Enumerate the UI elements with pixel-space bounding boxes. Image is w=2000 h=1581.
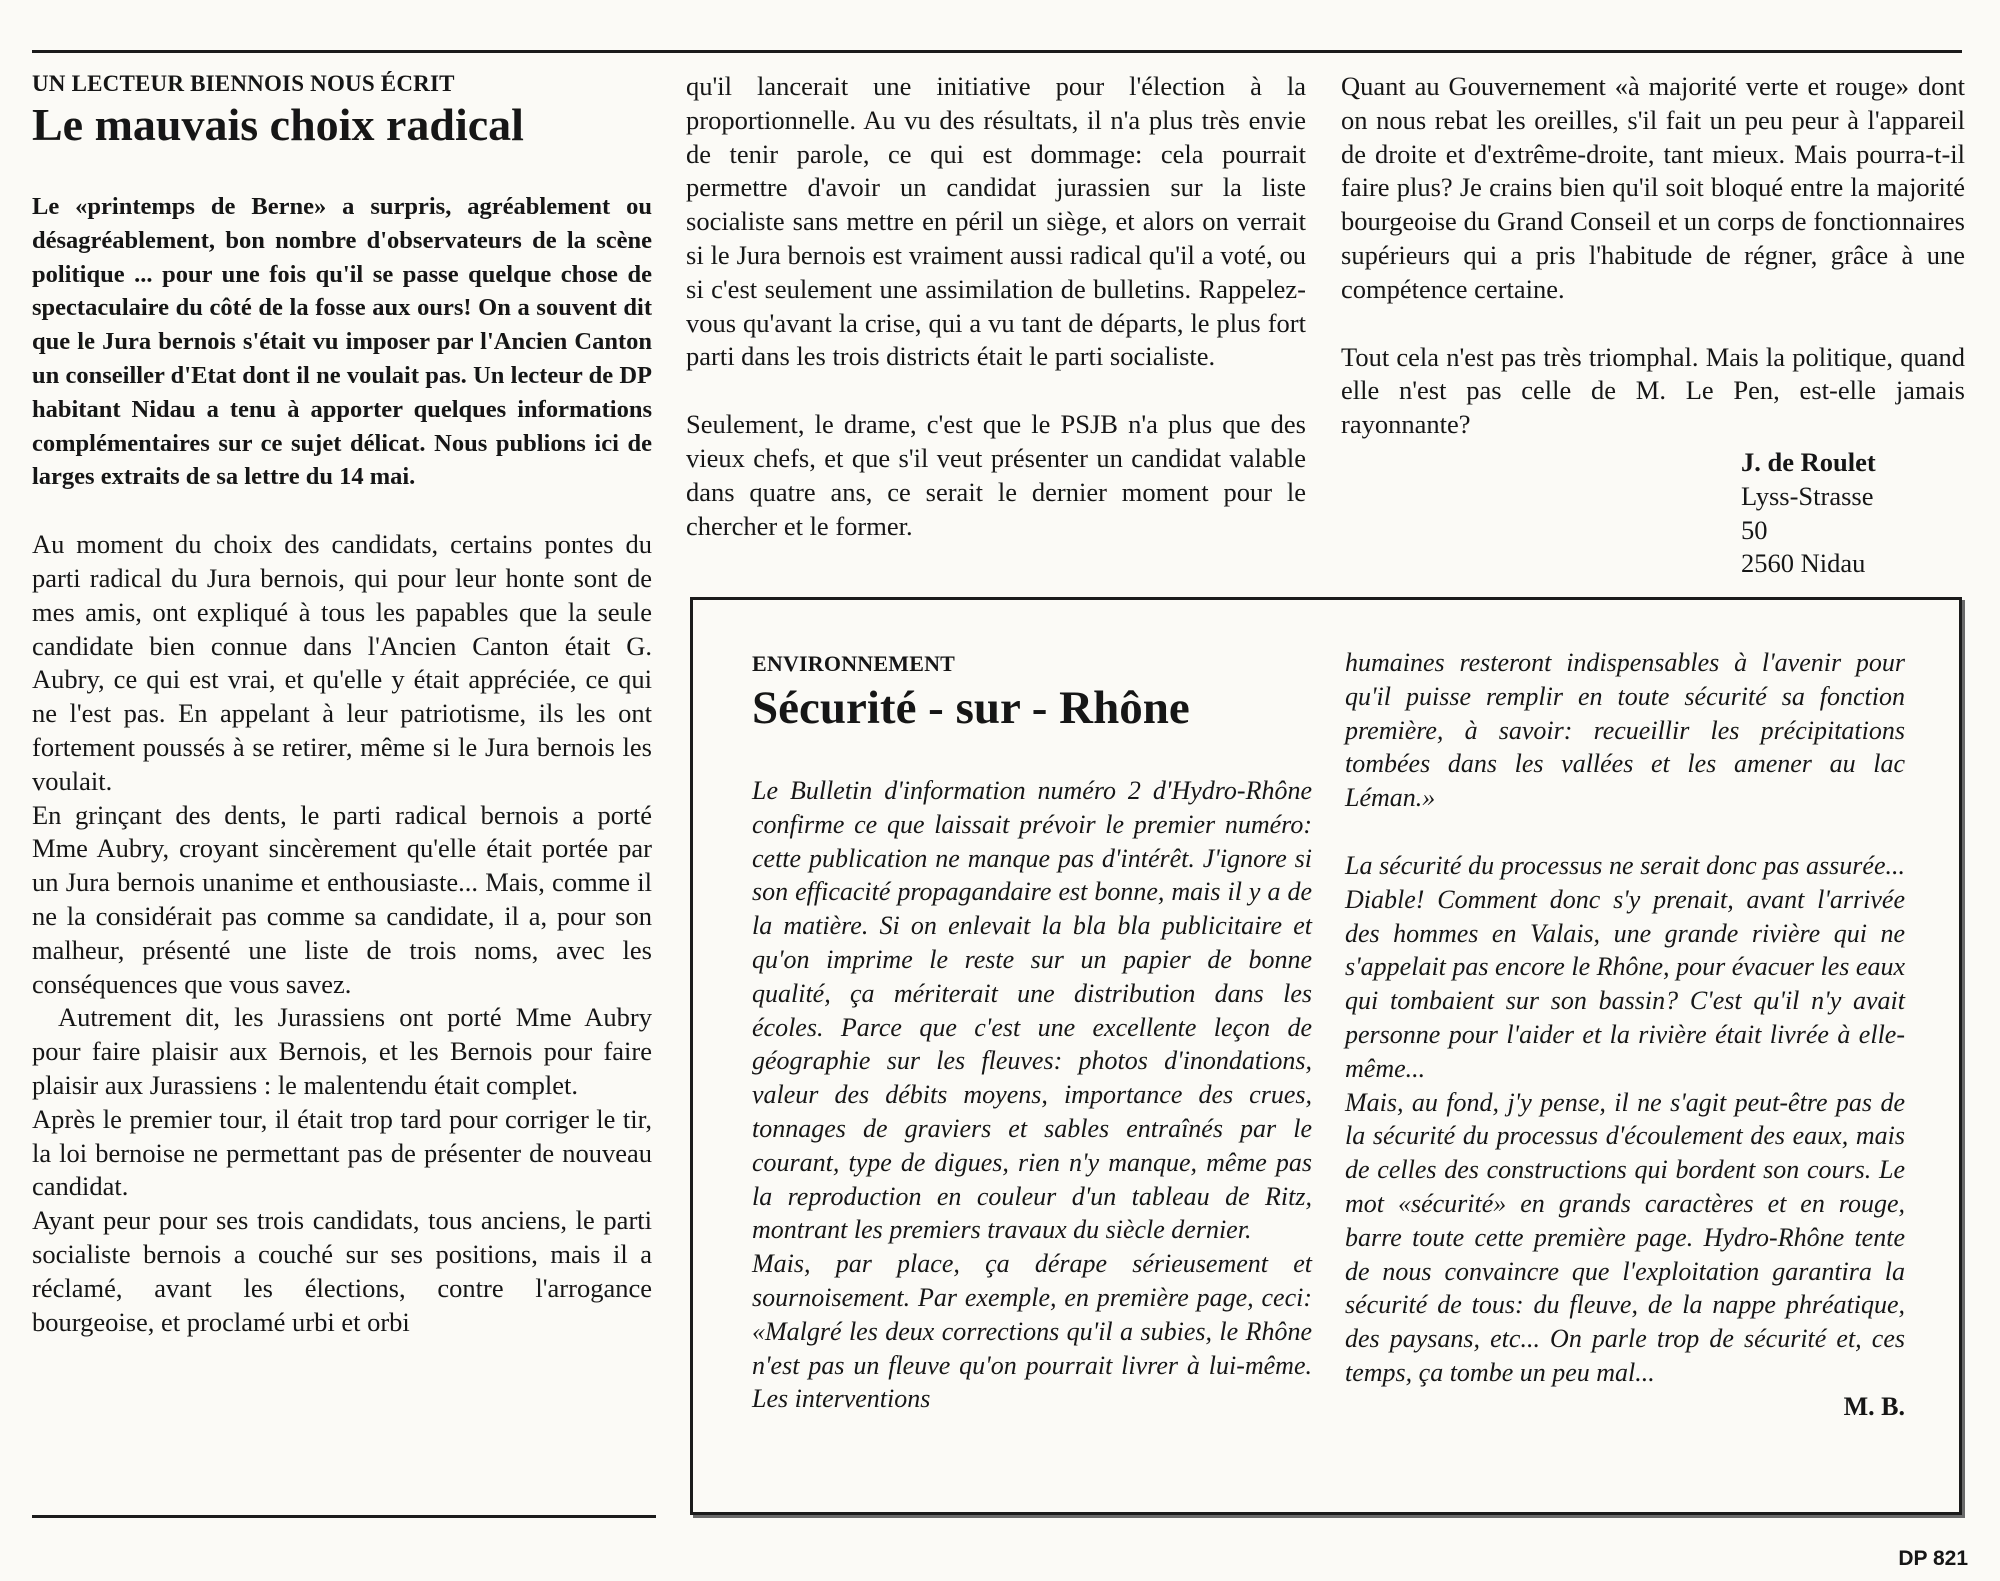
article1-paragraph: qu'il lancerait une initiative pour l'élection à la proportionnelle. Au vu des résultats, il n'a plus très envie de tenir parole, ce qui est dommage: cela pourrait permettre d'avoir un candidat jurassien sur la liste socialiste sans mettre en péril un siège, et alors on verrait si le Jura bernois est vraiment aussi radical qu'il a voté, ou si c'est seulement une assimilation de bulletins. Rappelez-vous qu'avant la crise, qui a vu tant de départs, le plus fort parti dans les trois districts était le parti socialiste. — [686, 71, 1306, 372]
article2-column-2 — [1345, 646, 1905, 1424]
article1-paragraph: Autrement dit, les Jurassiens ont porté Mme Aubry pour faire plaisir aux Bernois, et les Bernois pour faire plaisir aux Jurassiens : le malentendu était complet. — [32, 1002, 652, 1100]
article1-title: Le mauvais choix radical — [32, 99, 524, 150]
article2-author: M. B. — [1843, 1391, 1905, 1421]
article1-paragraph: Ayant peur pour ses trois candidats, tous anciens, le parti socialiste bernois a couché sur ses positions, mais il a réclamé, avant les élections, contre l'arrogance bourgeoise, et proclamé urbi et orbi — [32, 1205, 652, 1337]
top-rule — [32, 50, 1962, 53]
article1-column-2 — [686, 70, 1306, 543]
signature-name: J. de Roulet — [1741, 446, 1876, 477]
article2-title: Sécurité - sur - Rhône — [752, 682, 1190, 734]
article2-paragraph: humaines resteront indispensables à l'avenir pour qu'il puisse remplir en toute sécurité sa fonction première, à savoir: recueillir les précipitations tombées dans les vallées et les amener au lac Léman.» — [1345, 648, 1905, 813]
page-number-label: DP 821 — [1898, 1547, 1968, 1570]
article2-paragraph: Le Bulletin d'information numéro 2 d'Hydro-Rhône confirme ce que laissait prévoir le premier numéro: cette publication ne manque pas d'intérêt. J'ignore si son efficacité propagandaire est bonne, mais il y a de la matière. Si on enlevait la bla bla publicitaire et qu'on imprime le reste sur un papier de bonne qualité, ça mériterait une distribution dans les écoles. Parce que c'est une excellente leçon de géographie sur les fleuves: photos d'inondations, valeur des débits moyens, importance des crues, tonnages de graviers et sables entraînés par le courant, type de digues, rien n'y manque, même pas la reproduction en couleur d'un tableau de Ritz, montrant les premiers travaux du siècle dernier. — [752, 776, 1312, 1245]
article2-paragraph: Mais, au fond, j'y pense, il ne s'agit peut-être pas de la sécurité du processus d'écoulement des eaux, mais de celles des constructions qui bordent son cours. Le mot «sécurité» en grands caractères et en rouge, barre toute cette première page. Hydro-Rhône tente de nous convaincre que l'exploitation garantira la sécurité de tous: du fleuve, de la nappe phréatique, des paysans, etc... On parle trop de sécurité et, ces temps, ça tombe un peu mal... — [1345, 1087, 1905, 1387]
article2-paragraph: La sécurité du processus ne serait donc pas assurée... Diable! Comment donc s'y prenait, avant l'arrivée des hommes en Valais, une grande rivière qui ne s'appelait pas encore le Rhône, pour évacuer les eaux qui tombaient sur son bassin? C'est qu'il n'y avait personne pour l'aider et la rivière était livrée à elle-même... — [1345, 850, 1905, 1083]
article2-column-1 — [752, 650, 1312, 1416]
article2-paragraph: Mais, par place, ça dérape sérieusement et sournoisement. Par exemple, en première page, ceci: «Malgré les deux corrections qu'il a subies, le Rhône n'est pas un fleuve qu'on pourrait livrer à lui-même. Les interventions — [752, 1249, 1312, 1414]
article1-signature — [1341, 446, 1965, 581]
signature-city: 2560 Nidau — [1741, 548, 1866, 579]
article1-column-3 — [1341, 70, 1965, 581]
article1-paragraph: Quant au Gouvernement «à majorité verte et rouge» dont on nous rebat les oreilles, s'il fait un peu peur à l'appareil de droite et d'extrême-droite, tant mieux. Mais pourra-t-il faire plus? Je crains bien qu'il soit bloqué entre la majorité bourgeoise du Grand Conseil et un corps de fonctionnaires supérieurs qui a pris l'habitude de régner, grâce à une compétence certaine. — [1341, 71, 1965, 304]
article2-box — [690, 597, 1962, 1515]
article1-paragraph: En grinçant des dents, le parti radical bernois a porté Mme Aubry, croyant sincèrement qu'elle était portée par un Jura bernois unanime et enthousiaste... Mais, comme il ne la considérait pas comme sa candidate, il a, pour son malheur, présenté une liste de trois noms, avec les conséquences que vous savez. — [32, 799, 652, 999]
signature-street: Lyss-Strasse 50 — [1741, 480, 1874, 545]
bottom-rule — [32, 1515, 656, 1518]
article1-paragraph: Tout cela n'est pas très triomphal. Mais la politique, quand elle n'est pas celle de M. Le Pen, est-elle jamais rayonnante? — [1341, 341, 1965, 440]
article1-paragraph: Après le premier tour, il était trop tard pour corriger le tir, la loi bernoise ne permettant pas de présenter de nouveau candidat. — [32, 1103, 652, 1202]
article1-paragraph: Au moment du choix des candidats, certains pontes du parti radical du Jura bernois, qui pour leur honte sont de mes amis, ont expliqué à tous les papables que la seule candidate bien connue dans l'Ancien Canton était G. Aubry, ce qui est vrai, et qu'elle y était appréciée, ce qui ne l'est pas. En appelant à leur patriotisme, ils les ont fortement poussés à se retirer, même si le Jura bernois les voulait. — [32, 529, 652, 796]
article1-column-1 — [32, 70, 652, 1339]
article1-paragraph: Seulement, le drame, c'est que le PSJB n'a plus que des vieux chefs, et que s'il veut présenter un candidat valable dans quatre ans, ce serait le dernier moment pour le chercher et le former. — [686, 409, 1306, 541]
article1-intro: Le «printemps de Berne» a surpris, agréablement ou désagréablement, bon nombre d'observateurs de la scène politique ... pour une fois qu'il se passe quelque chose de spectaculaire du côté de la fosse aux ours! On a souvent dit que le Jura bernois s'était vu imposer par l'Ancien Canton un conseiller d'Etat dont il ne voulait pas. Un lecteur de DP habitant Nidau a tenu à apporter quelques informations complémentaires sur ce sujet délicat. Nous publions ici de larges extraits de sa lettre du 14 mai. — [32, 193, 652, 491]
article1-kicker: UN LECTEUR BIENNOIS NOUS ÉCRIT — [32, 71, 455, 96]
article2-kicker: ENVIRONNEMENT — [752, 651, 956, 676]
